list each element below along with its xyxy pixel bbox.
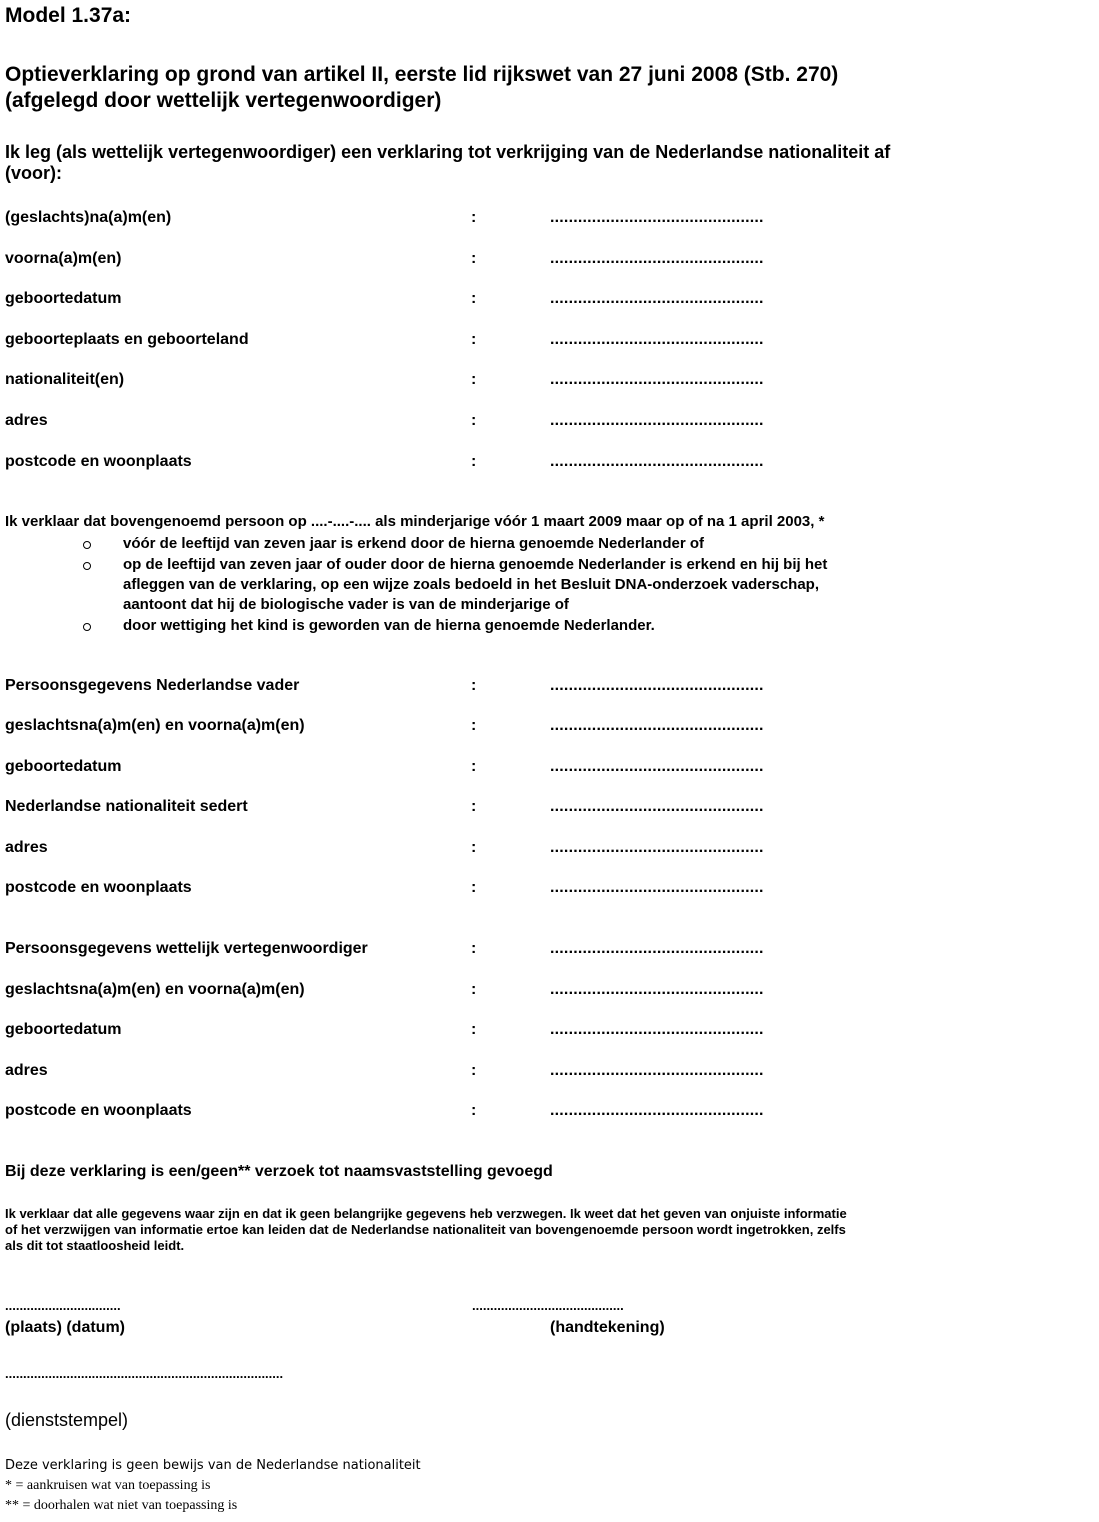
footer-note: Deze verklaring is geen bewijs van de Nederlandse nationaliteit — [5, 1458, 421, 1473]
fill-in-line[interactable]: .............................................. — [550, 981, 764, 998]
field-colon: : — [471, 453, 477, 470]
truth-statement: Ik verklaar dat alle gegevens waar zijn en dat ik geen belangrijke gegevens heb verzwegen. Ik weet dat het geven van onjuiste informatie — [5, 1206, 847, 1221]
option-text-2: op de leeftijd van zeven jaar of ouder door de hierna genoemde Nederlander is erkend en hij bij het — [123, 556, 828, 573]
field-colon: : — [471, 250, 477, 267]
fill-in-line[interactable]: .............................................. — [550, 371, 764, 388]
field-label: adres — [5, 412, 48, 429]
fill-in-line[interactable]: .............................................. — [550, 453, 764, 470]
field-label: geboorteplaats en geboorteland — [5, 331, 249, 348]
footnote-single-asterisk: * = aankruisen wat van toepassing is — [5, 1478, 211, 1493]
field-colon: : — [471, 677, 477, 694]
fill-in-line[interactable]: .............................................. — [550, 839, 764, 856]
option-text-2-line3: aantoont dat hij de biologische vader is van de minderjarige of — [123, 596, 569, 613]
fill-in-line[interactable]: .............................................. — [550, 940, 764, 957]
fill-in-line[interactable]: .............................................. — [550, 798, 764, 815]
field-label: Nederlandse nationaliteit sedert — [5, 798, 248, 815]
field-colon: : — [471, 412, 477, 429]
field-label: postcode en woonplaats — [5, 879, 192, 896]
field-colon: : — [471, 331, 477, 348]
field-label: nationaliteit(en) — [5, 371, 125, 388]
fill-in-line[interactable]: .............................................. — [550, 1062, 764, 1079]
stamp-label: (dienststempel) — [5, 1410, 129, 1430]
model-number: Model 1.37a: — [5, 4, 132, 27]
fill-in-line[interactable]: .............................................. — [550, 412, 764, 429]
place-date-label: (plaats) (datum) — [5, 1319, 125, 1336]
field-label: postcode en woonplaats — [5, 1102, 192, 1119]
fill-in-line[interactable]: .............................................. — [550, 758, 764, 775]
field-colon: : — [471, 758, 477, 775]
field-label: geslachtsna(a)m(en) en voorna(a)m(en) — [5, 717, 305, 734]
field-colon: : — [471, 717, 477, 734]
section-heading: Persoonsgegevens Nederlandse vader — [5, 677, 300, 694]
fill-in-line[interactable]: .............................................. — [550, 1102, 764, 1119]
option-radio-1[interactable] — [83, 541, 91, 549]
truth-statement-line3: als dit tot staatloosheid leidt. — [5, 1238, 185, 1253]
form-title: Optieverklaring op grond van artikel II, eerste lid rijkswet van 27 juni 2008 (Stb. 270) — [5, 63, 839, 86]
section-heading: Persoonsgegevens wettelijk vertegenwoordiger — [5, 940, 368, 957]
field-label: postcode en woonplaats — [5, 453, 192, 470]
option-text-3: door wettiging het kind is geworden van de hierna genoemde Nederlander. — [123, 617, 655, 634]
fill-in-line[interactable]: .............................................. — [550, 250, 764, 267]
field-label: voorna(a)m(en) — [5, 250, 122, 267]
fill-in-line[interactable]: .............................................. — [550, 1021, 764, 1038]
field-colon: : — [471, 290, 477, 307]
intro-text-continued: (voor): — [5, 163, 62, 183]
signature-label: (handtekening) — [550, 1319, 665, 1336]
field-label: geboortedatum — [5, 758, 122, 775]
truth-statement-line2: of het verzwijgen van informatie ertoe kan leiden dat de Nederlandse nationaliteit van bovengenoemde persoon wordt ingetrokken, zelfs — [5, 1222, 846, 1237]
name-request-statement: Bij deze verklaring is een/geen** verzoek tot naamsvaststelling gevoegd — [5, 1163, 553, 1180]
fill-in-line[interactable]: .............................................. — [550, 331, 764, 348]
stamp-line[interactable]: ............................................................................. — [5, 1366, 284, 1381]
field-colon: : — [471, 879, 477, 896]
field-colon: : — [471, 839, 477, 856]
intro-text: Ik leg (als wettelijk vertegenwoordiger) een verklaring tot verkrijging van de Nederlandse nationaliteit af — [5, 142, 891, 162]
field-colon: : — [471, 371, 477, 388]
option-radio-3[interactable] — [83, 623, 91, 631]
fill-in-line[interactable]: .............................................. — [550, 879, 764, 896]
field-colon: : — [471, 1062, 477, 1079]
signature-line[interactable]: .......................................... — [472, 1298, 624, 1313]
field-colon: : — [471, 798, 477, 815]
fill-in-line[interactable]: .............................................. — [550, 717, 764, 734]
field-label: geboortedatum — [5, 1021, 122, 1038]
footnote-double-asterisk: ** = doorhalen wat niet van toepassing is — [5, 1498, 238, 1513]
place-date-line[interactable]: ................................ — [5, 1298, 121, 1313]
field-colon: : — [471, 1102, 477, 1119]
fill-in-line[interactable]: .............................................. — [550, 209, 764, 226]
field-colon: : — [471, 981, 477, 998]
field-colon: : — [471, 940, 477, 957]
field-label: geboortedatum — [5, 290, 122, 307]
field-label: geslachtsna(a)m(en) en voorna(a)m(en) — [5, 981, 305, 998]
fill-in-line[interactable]: .............................................. — [550, 677, 764, 694]
option-text-2-line2: afleggen van de verklaring, op een wijze zoals bedoeld in het Besluit DNA-onderzoek vaderschap, — [123, 576, 820, 593]
field-label: adres — [5, 1062, 48, 1079]
declaration-text: Ik verklaar dat bovengenoemd persoon op ....-....-.... als minderjarige vóór 1 maart 2009 maar op of na 1 april 2003, * — [5, 513, 825, 530]
option-radio-2[interactable] — [83, 562, 91, 570]
field-label: (geslachts)na(a)m(en) — [5, 209, 172, 226]
field-label: adres — [5, 839, 48, 856]
form-subtitle: (afgelegd door wettelijk vertegenwoordiger) — [5, 89, 442, 112]
field-colon: : — [471, 209, 477, 226]
fill-in-line[interactable]: .............................................. — [550, 290, 764, 307]
option-text-1: vóór de leeftijd van zeven jaar is erkend door de hierna genoemde Nederlander of — [123, 535, 705, 552]
field-colon: : — [471, 1021, 477, 1038]
